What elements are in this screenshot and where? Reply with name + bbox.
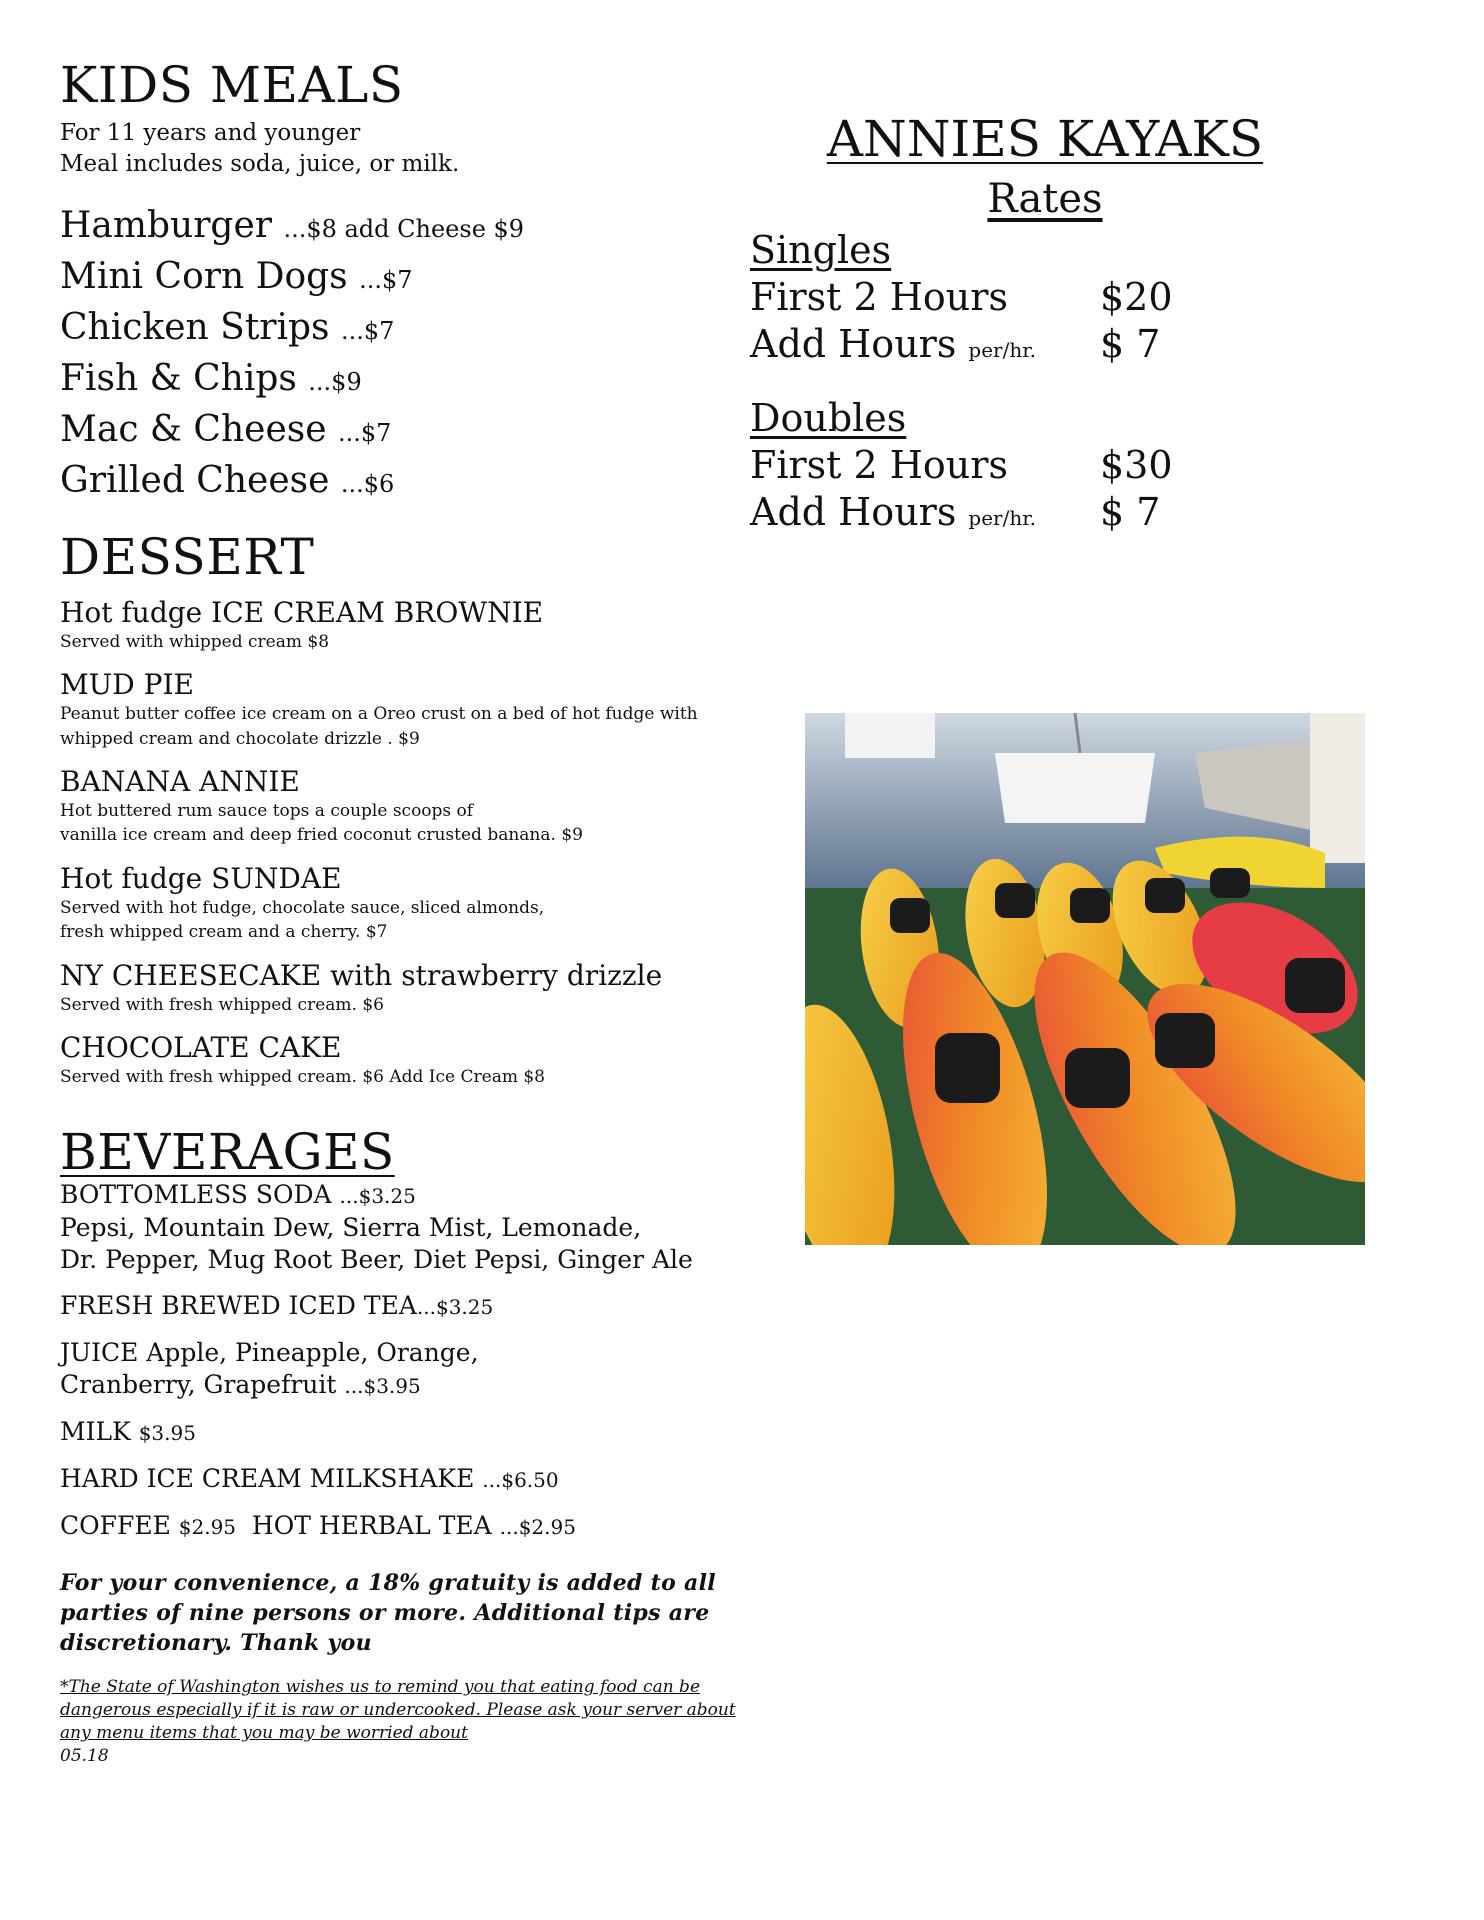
dessert-name: Hot fudge SUNDAE (60, 862, 342, 896)
kids-item-fish-chips (60, 355, 740, 406)
kids-meals-section (60, 56, 740, 508)
beverage-milk (60, 1416, 740, 1449)
dessert-item-banana-annie (60, 765, 740, 848)
herbal-tea-price: ...$2.95 (499, 1515, 576, 1540)
rate-price: $20 (1100, 275, 1173, 319)
dessert-desc: Served with whipped cream $8 (60, 631, 330, 652)
food-safety-warning: *The State of Washington wishes us to remind you that eating food can be dangerous especially if it is raw or undercooked. Please ask your server about any menu items that you may be worried about (60, 1677, 736, 1744)
moored-boat (845, 713, 935, 758)
seat-3 (1070, 888, 1110, 923)
rate-name (750, 274, 1100, 321)
iced-tea-line (60, 1290, 740, 1323)
kayaks-photo (805, 713, 1365, 1245)
doubles-label: Doubles (750, 396, 907, 440)
seat-9 (1155, 1013, 1215, 1068)
dessert-name: MUD PIE (60, 668, 194, 702)
dessert-name: BANANA ANNIE (60, 765, 300, 799)
rate-name (750, 442, 1100, 489)
singles-label: Singles (750, 228, 892, 272)
dessert-item-mud-pie (60, 668, 740, 751)
item-name: Mac & Cheese (60, 409, 338, 451)
kids-item-chicken-strips (60, 304, 740, 355)
dessert-title: DESSERT (60, 528, 315, 587)
item-name: Mini Corn Dogs (60, 256, 360, 298)
seat-7 (935, 1033, 1000, 1103)
item-price: ...$6 (340, 470, 395, 499)
dock-building (1310, 713, 1365, 863)
dessert-desc: Served with fresh whipped cream. $6 (60, 994, 384, 1015)
rate-row (750, 321, 1390, 374)
rates-heading: Rates (987, 176, 1103, 222)
coffee-price: $2.95 (178, 1515, 237, 1540)
juice-line (60, 1369, 740, 1402)
kids-item-grilled-cheese (60, 457, 740, 508)
kids-meals-title: KIDS MEALS (60, 56, 404, 114)
item-price: ...$8 add Cheese $9 (283, 215, 525, 244)
dessert-name: NY CHEESECAKE with strawberry drizzle (60, 958, 663, 992)
rate-row (750, 489, 1390, 542)
rate-label: First 2 Hours (750, 443, 1008, 487)
rate-name (750, 489, 1100, 542)
rate-row (750, 274, 1390, 321)
dessert-desc: Served with fresh whipped cream. $6 Add Ice Cream $8 (60, 1066, 545, 1087)
soda-list: Pepsi, Mountain Dew, Sierra Mist, Lemonade, (60, 1213, 642, 1243)
sailboat-hull (995, 753, 1155, 823)
milkshake-price: ...$6.50 (482, 1468, 559, 1493)
kids-item-mac-cheese (60, 406, 740, 457)
beverage-iced-tea (60, 1290, 740, 1323)
kids-item-corn-dogs (60, 253, 740, 304)
dessert-desc: Peanut butter coffee ice cream on a Oreo crust on a bed of hot fudge with (60, 703, 698, 724)
kids-meals-includes: Meal includes soda, juice, or milk. (60, 151, 460, 178)
rate-label: Add Hours (750, 322, 969, 366)
rates-doubles (750, 394, 1390, 542)
rate-label: First 2 Hours (750, 275, 1008, 319)
item-name: Fish & Chips (60, 358, 309, 400)
item-name: Hamburger (60, 205, 284, 247)
beverages-section (60, 1123, 740, 1543)
beverage-milkshake (60, 1463, 740, 1496)
rate-price: $ 7 (1100, 322, 1161, 366)
seat-4 (1145, 878, 1185, 913)
dessert-desc: Served with hot fudge, chocolate sauce, sliced almonds, (60, 897, 545, 918)
soda-name: BOTTOMLESS SODA (60, 1180, 340, 1210)
dessert-item-chocolate-cake (60, 1031, 740, 1089)
milkshake-name: HARD ICE CREAM MILKSHAKE (60, 1464, 483, 1494)
dessert-item-cheesecake (60, 959, 740, 1017)
soda-list: Dr. Pepper, Mug Root Beer, Diet Pepsi, Ginger Ale (60, 1245, 693, 1275)
beverage-soda (60, 1179, 740, 1276)
juice-line: JUICE Apple, Pineapple, Orange, (60, 1338, 479, 1368)
milk-line (60, 1416, 740, 1449)
rates-singles (750, 226, 1390, 374)
milk-name: MILK (60, 1417, 139, 1447)
item-name: Chicken Strips (60, 307, 341, 349)
kayak-rates-column (750, 110, 1390, 542)
iced-tea-name: FRESH BREWED ICED TEA (60, 1291, 417, 1321)
dessert-item-sundae (60, 862, 740, 945)
coffee-line (60, 1510, 740, 1543)
seat-8 (1065, 1048, 1130, 1108)
dessert-name: Hot fudge ICE CREAM BROWNIE (60, 596, 544, 630)
seat-6 (1285, 958, 1345, 1013)
dessert-item-brownie (60, 596, 740, 654)
seat-5 (1210, 868, 1250, 898)
seat-1 (890, 898, 930, 933)
rate-row (750, 442, 1390, 489)
menu-version: 05.18 (60, 1746, 109, 1767)
beverage-coffee-tea (60, 1510, 740, 1543)
menu-left-column (60, 56, 740, 1768)
kayaks-title: ANNIES KAYAKS (826, 110, 1264, 168)
juice-price: ...$3.95 (344, 1374, 421, 1399)
seat-2 (995, 883, 1035, 918)
soda-line (60, 1179, 740, 1212)
rate-unit: per/hr. (968, 338, 1036, 362)
iced-tea-price: ...$3.25 (416, 1295, 494, 1320)
dessert-desc: Hot buttered rum sauce tops a couple scoops of (60, 800, 474, 821)
item-price: ...$7 (337, 419, 392, 448)
item-price: ...$7 (340, 317, 395, 346)
dessert-name: CHOCOLATE CAKE (60, 1031, 342, 1065)
item-price: ...$9 (308, 368, 362, 397)
juice-name: Cranberry, Grapefruit (60, 1370, 345, 1400)
coffee-name: COFFEE (60, 1511, 179, 1541)
rate-unit: per/hr. (968, 506, 1036, 530)
dessert-section (60, 528, 740, 1089)
milkshake-line (60, 1463, 740, 1496)
kids-item-hamburger (60, 202, 740, 253)
milk-price: $3.95 (138, 1421, 196, 1446)
kids-meals-subtitle: For 11 years and younger (60, 120, 361, 146)
rate-price: $ 7 (1100, 490, 1161, 534)
item-name: Grilled Cheese (60, 460, 341, 502)
item-price: ...$7 (359, 266, 413, 295)
herbal-tea-name: HOT HERBAL TEA (236, 1511, 500, 1541)
rate-name (750, 321, 1100, 374)
dessert-desc: whipped cream and chocolate drizzle . $9 (60, 728, 420, 749)
rate-label: Add Hours (750, 490, 969, 534)
rate-price: $30 (1100, 443, 1173, 487)
gratuity-note: For your convenience, a 18% gratuity is added to all parties of nine persons or more. Additional tips are discretionary. Thank you (60, 1570, 716, 1656)
dessert-desc: vanilla ice cream and deep fried coconut crusted banana. $9 (60, 825, 583, 846)
dessert-desc: fresh whipped cream and a cherry. $7 (60, 922, 388, 943)
soda-price: ...$3.25 (339, 1184, 416, 1209)
beverage-juice (60, 1337, 740, 1402)
kids-meals-list (60, 202, 740, 508)
beverages-title: BEVERAGES (60, 1123, 395, 1182)
